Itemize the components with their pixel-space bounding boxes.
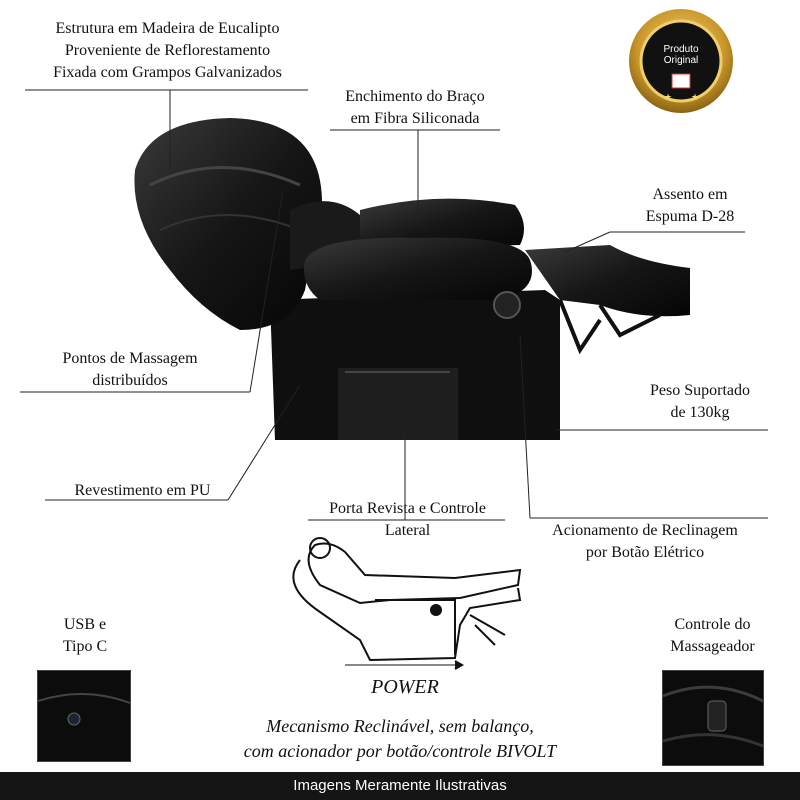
callout-controle <box>650 614 775 658</box>
callout-assento-line: Espuma D-28 <box>645 208 735 225</box>
callout-estrutura <box>25 18 310 84</box>
callout-massagem <box>30 348 230 392</box>
callout-porta-revista-line: Lateral <box>384 522 431 539</box>
callout-usb-line: USB e <box>63 616 107 633</box>
callout-porta-revista-line: Porta Revista e Controle <box>329 500 486 517</box>
svg-text:★: ★ <box>664 92 673 102</box>
callout-usb <box>45 614 125 658</box>
callout-acionamento-line: Acionamento de Reclinagem <box>552 522 738 539</box>
callout-massagem-line: distribuídos <box>92 372 168 389</box>
callout-peso <box>620 380 780 424</box>
callout-revestimento <box>55 480 230 502</box>
callout-estrutura-line: Fixada com Grampos Galvanizados <box>53 64 282 81</box>
callout-enchimento-line: Enchimento do Braço <box>345 88 485 105</box>
callout-usb-line: Tipo C <box>62 638 108 655</box>
callout-assento-line: Assento em <box>652 186 728 203</box>
callout-enchimento <box>330 86 500 130</box>
callout-porta-revista <box>305 498 510 542</box>
remote-control-icon <box>708 701 726 731</box>
seal-label <box>628 44 734 66</box>
magazine-pocket <box>338 368 458 440</box>
massage-control-thumbnail <box>662 670 764 766</box>
footer-disclaimer: Imagens Meramente Ilustrativas <box>293 777 507 794</box>
callout-massagem-line: Pontos de Massagem <box>62 350 198 367</box>
seal-line2: Original <box>663 55 699 66</box>
mechanism-description <box>150 714 650 764</box>
usb-port-thumbnail <box>37 670 131 762</box>
callout-controle-line: Massageador <box>670 638 755 655</box>
callout-estrutura-line: Proveniente de Reflorestamento <box>64 42 271 59</box>
callout-acionamento <box>525 520 765 564</box>
usb-port-icon <box>68 713 80 725</box>
callout-peso-line: Peso Suportado <box>650 382 750 399</box>
callout-controle-line: Controle do <box>674 616 751 633</box>
callout-peso-line: de 130kg <box>670 404 730 421</box>
callout-enchimento-line: em Fibra Siliconada <box>350 110 480 127</box>
callout-revestimento-line: Revestimento em PU <box>74 482 211 499</box>
mechanism-line: Mecanismo Reclinável, sem balanço, <box>266 716 534 736</box>
power-label: POWER <box>371 676 439 698</box>
callout-estrutura-line: Estrutura em Madeira de Eucalipto <box>55 20 280 37</box>
power-button <box>494 292 520 318</box>
seal-line1: Produto <box>663 44 699 55</box>
footer-bar <box>0 772 800 800</box>
callout-acionamento-line: por Botão Elétrico <box>585 544 705 561</box>
callout-assento <box>620 184 760 228</box>
svg-text:★: ★ <box>691 92 700 102</box>
mechanism-line: com acionador por botão/controle BIVOLT <box>243 741 557 761</box>
recline-diagram <box>293 538 520 669</box>
